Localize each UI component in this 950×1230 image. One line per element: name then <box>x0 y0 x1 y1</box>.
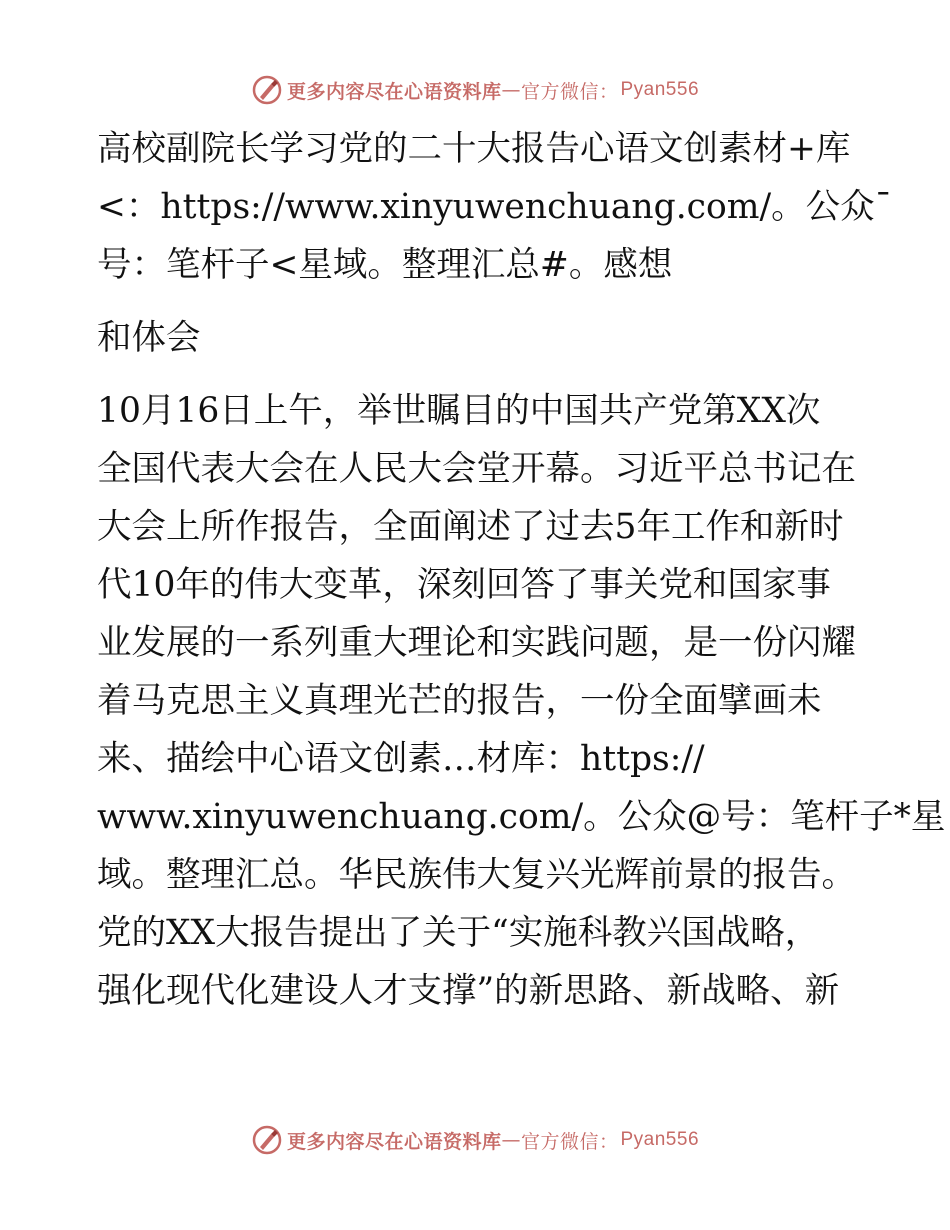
text-line: 业发展的一系列重大理论和实践问题，是一份闪耀 <box>97 623 856 663</box>
text-line: 和体会 <box>97 318 201 358</box>
text-line: 来、描绘中心语文创素…材库：https:// <box>97 739 705 779</box>
text-line: 10月16日上午，举世瞩目的中国共产党第XX次 <box>97 391 821 431</box>
text-line: 全国代表大会在人民大会堂开幕。习近平总书记在 <box>97 449 856 489</box>
text-line: 号：笔杆子<星域。整理汇总#。感想 <box>97 245 673 285</box>
watermark-account: Pyan556 <box>620 79 700 100</box>
watermark-dash: — <box>501 79 521 101</box>
watermark-dash: — <box>501 1129 521 1151</box>
text-line: 党的XX大报告提出了关于“实施科教兴国战略， <box>97 913 820 953</box>
watermark-label: 官方微信： <box>520 1130 619 1153</box>
text-line: www.xinyuwenchuang.com/。公众@号：笔杆子*星 <box>97 797 946 837</box>
text-line: 高校副院长学习党的二十大报告心语文创素材+库 <box>97 129 851 169</box>
watermark-label: 官方微信： <box>520 80 619 103</box>
text-line: 强化现代化建设人才支撑”的新思路、新战略、新 <box>97 971 840 1011</box>
watermark-text: 更多内容尽在心语资料库 <box>286 1130 502 1153</box>
text-line: 大会上所作报告，全面阐述了过去5年工作和新时 <box>97 507 844 547</box>
text-line: 代10年的伟大变革，深刻回答了事关党和国家事 <box>97 565 831 605</box>
watermark-footer <box>0 1120 950 1160</box>
pen-logo-icon <box>251 74 283 106</box>
document-body <box>97 120 946 1020</box>
watermark-account: Pyan556 <box>620 1129 700 1150</box>
text-line: 着马克思主义真理光芒的报告，一份全面擘画未 <box>97 681 822 721</box>
text-line: 域。整理汇总。华民族伟大复兴光辉前景的报告。 <box>97 855 856 895</box>
pen-logo-icon <box>251 1124 283 1156</box>
watermark-text: 更多内容尽在心语资料库 <box>286 80 502 103</box>
text-line: <：https://www.xinyuwenchuang.com/。公众¯ <box>97 187 892 227</box>
watermark-header <box>0 70 950 110</box>
